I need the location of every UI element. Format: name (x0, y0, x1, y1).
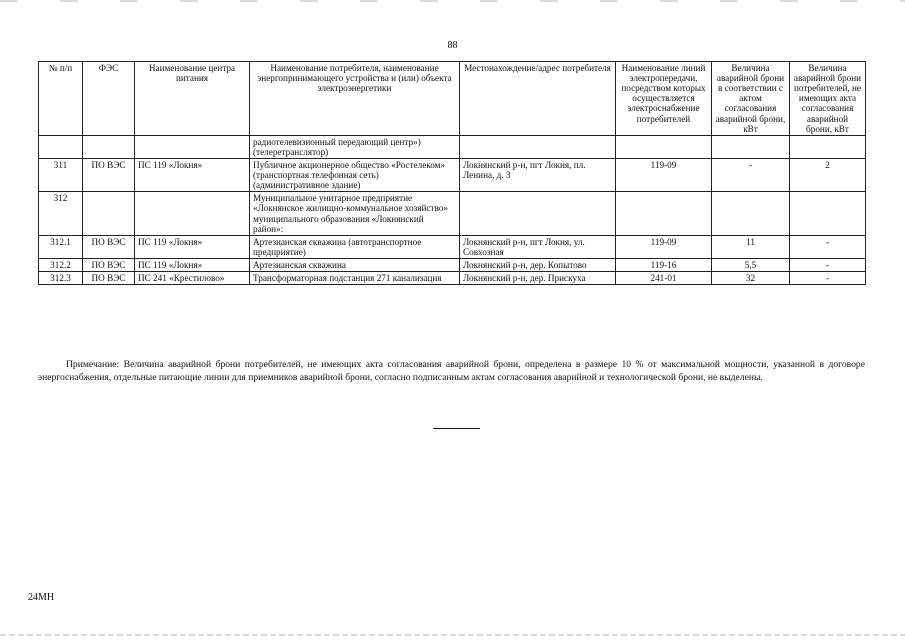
cell-reserve-no-act: - (790, 235, 866, 258)
cell-reserve-no-act: - (790, 258, 866, 271)
cell-reserve-no-act (790, 135, 866, 158)
cell-fes: ПО ВЭС (83, 158, 135, 191)
table-header-row (39, 62, 866, 136)
table-row (39, 235, 866, 258)
separator-rule (433, 428, 480, 429)
cell-power-center (135, 135, 250, 158)
cell-consumer: Трансформаторная подстанция 271 канализация (250, 272, 460, 285)
cell-number: 312 (39, 192, 83, 235)
cell-reserve-act: - (712, 158, 790, 191)
cell-fes (83, 135, 135, 158)
cell-power-center: ПС 119 «Локня» (135, 158, 250, 191)
col-header-number: № п/п (39, 62, 83, 136)
cell-reserve-act (712, 192, 790, 235)
cell-address: Локнянский р-н, дер. Копытово (460, 258, 616, 271)
cell-power-center (135, 192, 250, 235)
cell-address (460, 192, 616, 235)
col-header-reserve-act: Величина аварийной брони в соответствии с актом согласования аварийной брони, кВт (712, 62, 790, 136)
cell-number: 312.3 (39, 272, 83, 285)
cell-reserve-act: 11 (712, 235, 790, 258)
col-header-reserve-no-act: Величина аварийной брони потребителей, не имеющих акта согласования аварийной брони, кВт (790, 62, 866, 136)
cell-number: 312.2 (39, 258, 83, 271)
cell-address: Локнянский р-н, пгт Локня, пл. Ленина, д. 3 (460, 158, 616, 191)
cell-consumer: Артезианская скважина (автотранспортное предприятие) (250, 235, 460, 258)
cell-lines: 119-16 (616, 258, 712, 271)
cell-fes: ПО ВЭС (83, 258, 135, 271)
table-row (39, 192, 866, 235)
cell-fes: ПО ВЭС (83, 272, 135, 285)
scan-artifact-top (0, 0, 905, 2)
cell-consumer: Артезианская скважина (250, 258, 460, 271)
table-row (39, 158, 866, 191)
cell-consumer: Муниципальное унитарное предприятие «Локнянское жилищно-коммунальное хозяйство» муниципального образования «Локнянский район»: (250, 192, 460, 235)
col-header-address: Местонахождение/адрес потребителя (460, 62, 616, 136)
cell-address: Локнянский р-н, пгт Локня, ул. Совхозная (460, 235, 616, 258)
note-paragraph: Примечание: Величина аварийной брони потребителей, не имеющих акта согласования аварийной брони, определена в размере 10 % от максимальной мощности, указанной в договоре энергоснабжения, отдельные питающие линии для приемников аварийной брони, согласно подписанным актам согласования аварийной и технологической брони, не выделены. (38, 359, 865, 384)
cell-number: 311 (39, 158, 83, 191)
cell-reserve-no-act: - (790, 272, 866, 285)
cell-consumer: радиотелевизионный передающий центр») (телеретранслятор) (250, 135, 460, 158)
table-row (39, 272, 866, 285)
col-header-fes: ФЭС (83, 62, 135, 136)
cell-lines: 119-09 (616, 158, 712, 191)
cell-reserve-no-act (790, 192, 866, 235)
cell-reserve-act (712, 135, 790, 158)
col-header-power-center: Наименование центра питания (135, 62, 250, 136)
cell-fes (83, 192, 135, 235)
cell-power-center: ПС 241 «Крестилово» (135, 272, 250, 285)
cell-number (39, 135, 83, 158)
cell-address: Локнянский р-н, дер. Прискуха (460, 272, 616, 285)
cell-power-center: ПС 119 «Локня» (135, 258, 250, 271)
cell-reserve-no-act: 2 (790, 158, 866, 191)
table-row (39, 258, 866, 271)
cell-fes: ПО ВЭС (83, 235, 135, 258)
cell-number: 312.1 (39, 235, 83, 258)
page-number: 88 (447, 40, 458, 51)
cell-power-center: ПС 119 «Локня» (135, 235, 250, 258)
table-row (39, 135, 866, 158)
cell-lines: 241-01 (616, 272, 712, 285)
cell-lines (616, 135, 712, 158)
scan-artifact-bottom (0, 634, 905, 636)
cell-address (460, 135, 616, 158)
cell-reserve-act: 32 (712, 272, 790, 285)
cell-reserve-act: 5,5 (712, 258, 790, 271)
col-header-consumer: Наименование потребителя, наименование энергопринимающего устройства и (или) объекта электроэнергетики (250, 62, 460, 136)
cell-lines (616, 192, 712, 235)
col-header-lines: Наименование линий электропередачи, посредством которых осуществляется электроснабжение потребителей (616, 62, 712, 136)
cell-lines: 119-09 (616, 235, 712, 258)
consumer-table (38, 61, 866, 285)
footer-code: 24МН (28, 592, 55, 603)
cell-consumer: Публичное акционерное общество «Ростелеком» (транспортная телефонная сеть) (административное здание) (250, 158, 460, 191)
